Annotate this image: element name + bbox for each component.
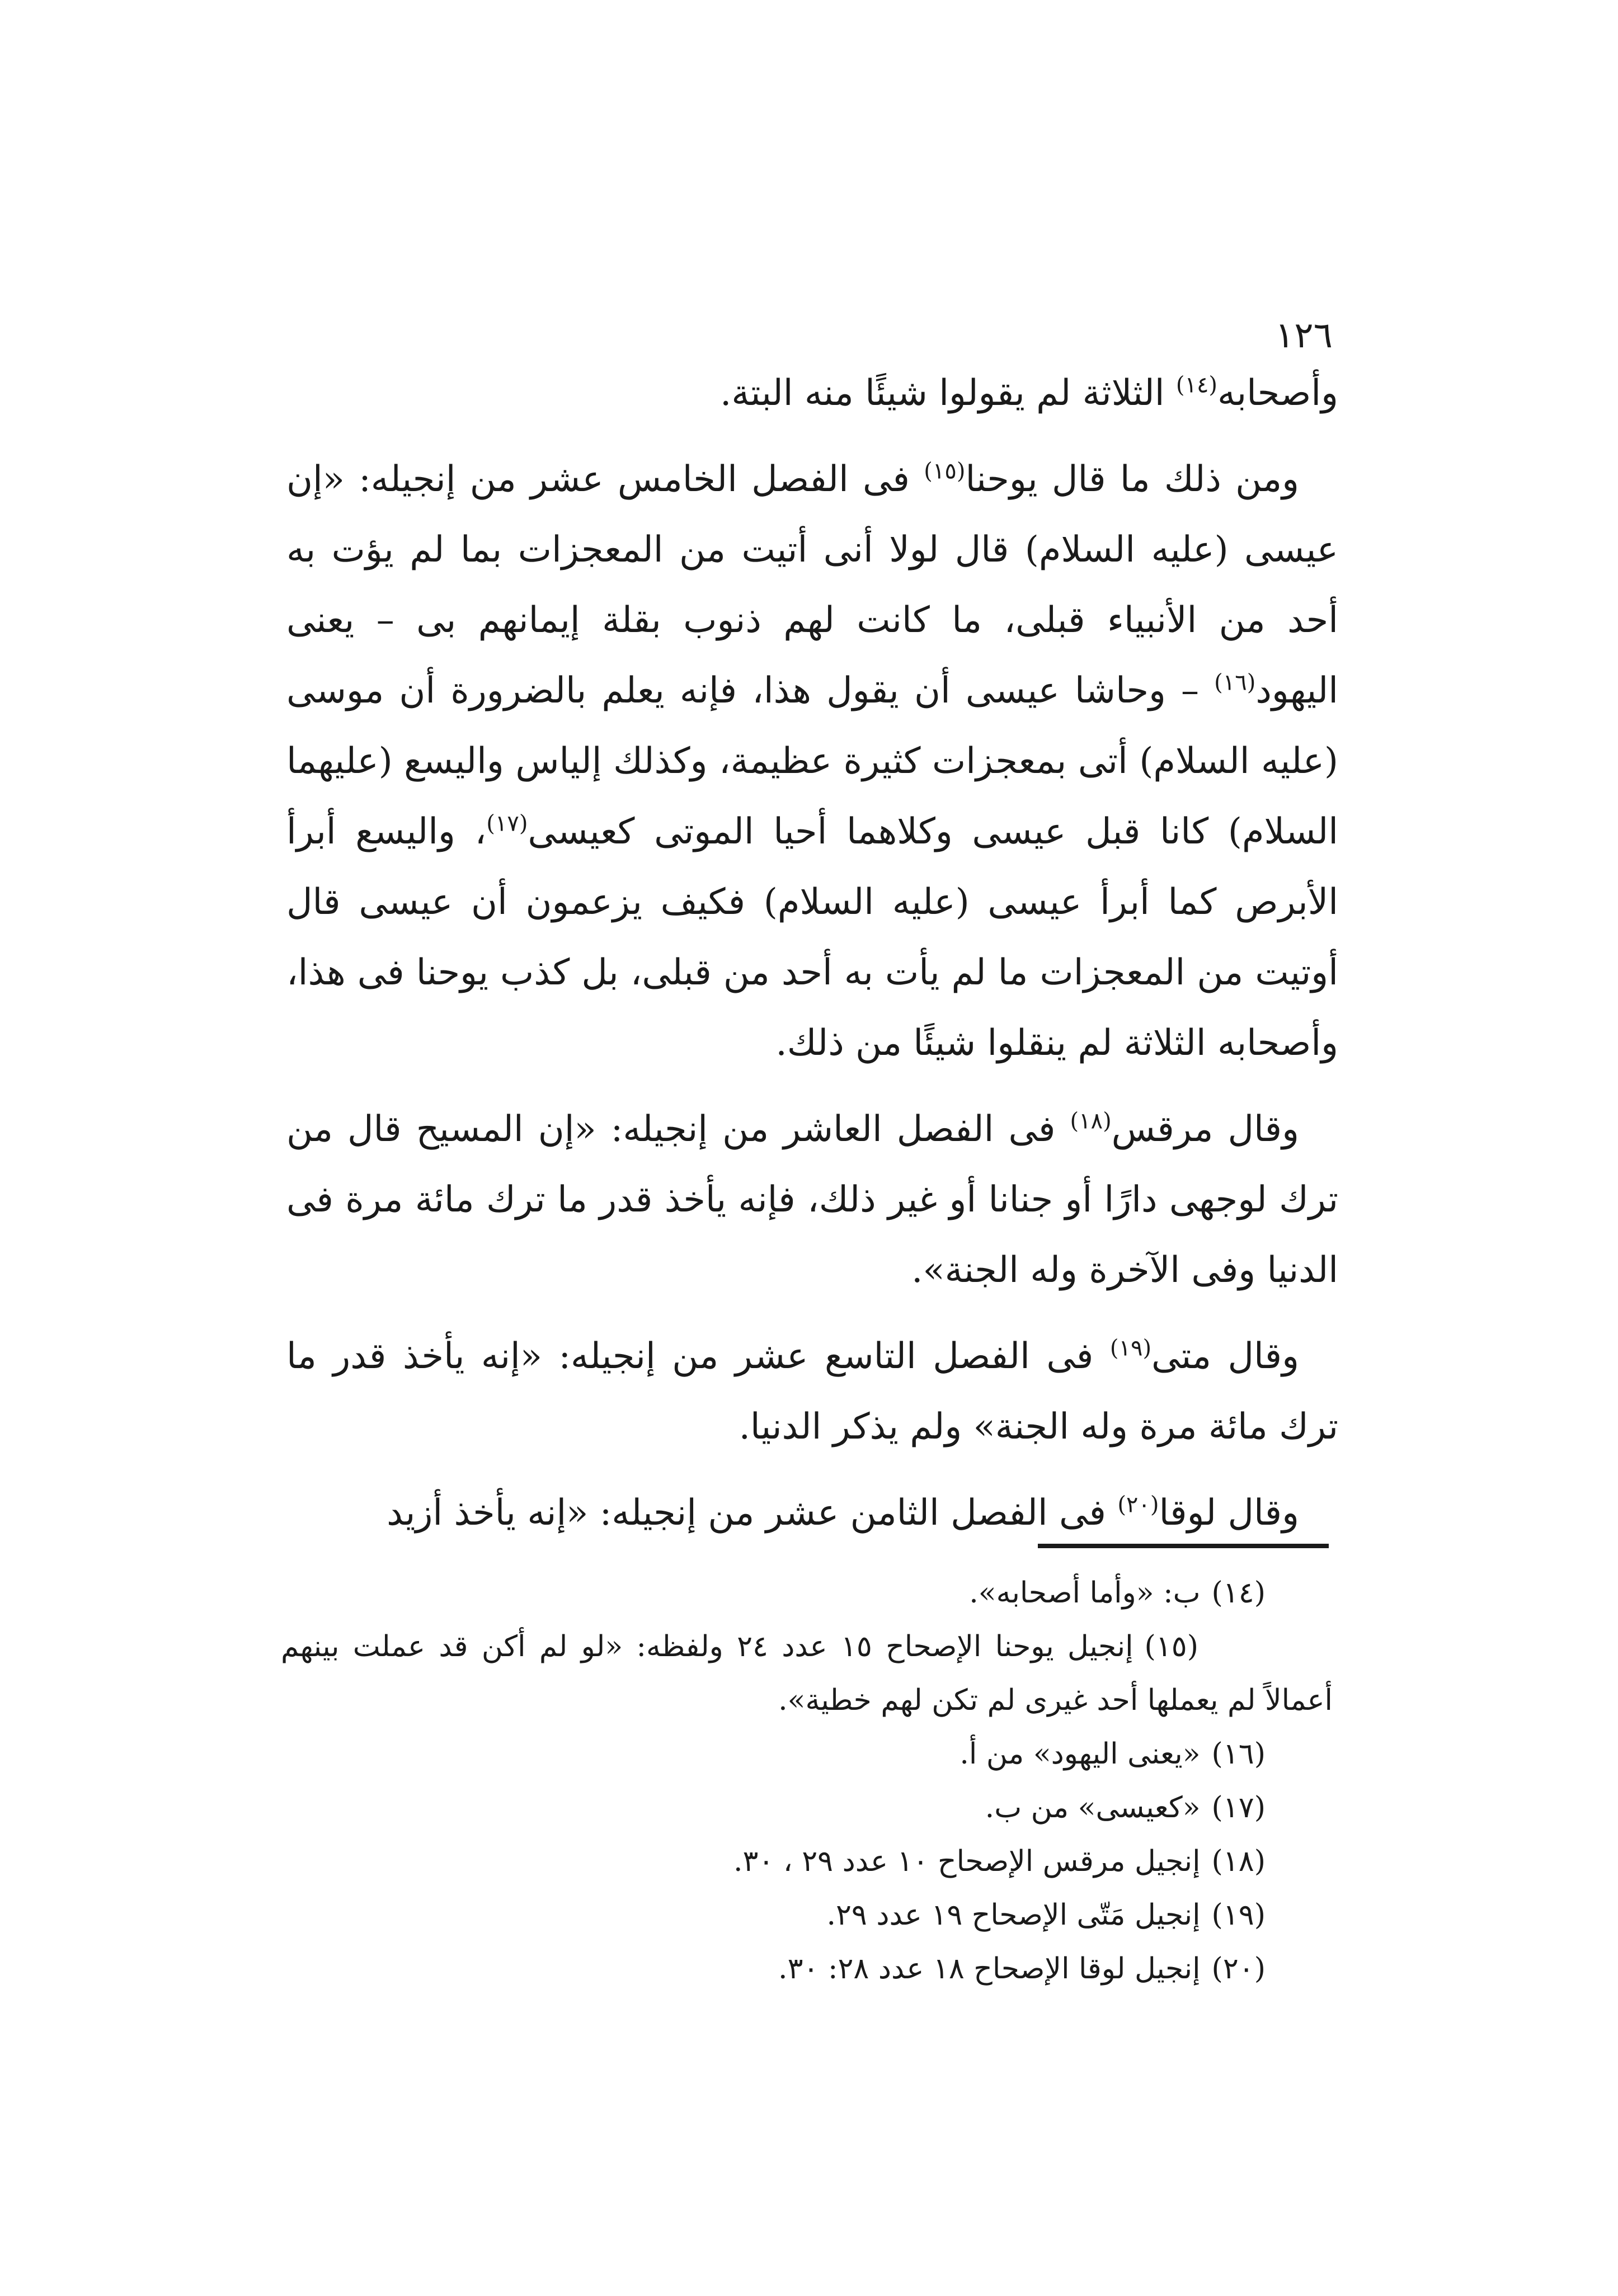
footnote-marker: (١٩) bbox=[1109, 1335, 1152, 1361]
footnote-number: (١٦) bbox=[1211, 1737, 1266, 1771]
main-text bbox=[286, 358, 1338, 1548]
text-run: فى الفصل التاسع عشر من إنجيله: «إنه يأخذ قدر ما ترك مائة مرة وله الجنة» ولم يذكر الدنيا. bbox=[286, 1336, 1338, 1448]
footnote-text: إنجيل لوقا الإصحاح ١٨ عدد ٢٨: ٣٠. bbox=[778, 1952, 1201, 1986]
footnote-text: «يعنى اليهود» من أ. bbox=[959, 1737, 1201, 1771]
footnote-number: (١٩) bbox=[1211, 1898, 1266, 1932]
paragraph bbox=[286, 358, 1338, 428]
footnote-text: إنجيل يوحنا الإصحاح ١٥ عدد ٢٤ ولفظه: «لو لم أكن قد عملت بينهم أعمالاً لم يعملها أحد غيرى لم تكن لهم خطية». bbox=[281, 1630, 1333, 1717]
text-run: وأصحابه bbox=[1217, 373, 1338, 414]
footnote bbox=[281, 1835, 1333, 1888]
text-run: فى الفصل الثامن عشر من إنجيله: «إنه يأخذ أزيد bbox=[387, 1492, 1118, 1534]
footnote-number: (٢٠) bbox=[1211, 1952, 1266, 1986]
text-run: وقال متى bbox=[1151, 1336, 1300, 1377]
footnote bbox=[281, 1942, 1333, 1996]
footnote-marker: (١٧) bbox=[486, 810, 528, 837]
text-run: ومن ذلك ما قال يوحنا bbox=[965, 459, 1300, 500]
footnotes bbox=[281, 1566, 1333, 1996]
footnote-text: إنجيل مَتّى الإصحاح ١٩ عدد ٢٩. bbox=[826, 1898, 1201, 1932]
footnote-marker: (١٤) bbox=[1175, 372, 1218, 398]
text-run: – وحاشا عيسى أن يقول هذا، فإنه يعلم بالضرورة أن موسى (عليه السلام) أتى بمعجزات كثيرة عظيمة، وكذلك إلياس واليسع (عليهما السلام) كانا قبل عيسى وكلاهما أحيا الموتى كعيسى bbox=[286, 670, 1339, 852]
footnote-marker: (١٨) bbox=[1070, 1108, 1112, 1134]
footnote-number: (١٤) bbox=[1211, 1576, 1266, 1610]
text-run: فى الفصل الخامس عشر من إنجيله: «إن عيسى (عليه السلام) قال لولا أنى أتيت من المعجزات بما لم يؤت به أحد من الأنبياء قبلى، ما كانت لهم ذنوب بقلة إيمانهم بى – يعنى اليهود bbox=[286, 459, 1339, 711]
paragraph bbox=[286, 1478, 1338, 1548]
text-run: وقال مرقس bbox=[1111, 1109, 1300, 1150]
footnote bbox=[281, 1888, 1333, 1942]
footnote-number: (١٥) bbox=[1144, 1630, 1198, 1663]
footnote-divider bbox=[1038, 1544, 1329, 1548]
paragraph bbox=[286, 1321, 1338, 1462]
text-run: الثلاثة لم يقولوا شيئًا منه البتة. bbox=[719, 373, 1176, 414]
footnote-marker: (٢٠) bbox=[1117, 1492, 1159, 1518]
footnote-marker: (١٦) bbox=[1214, 670, 1256, 696]
text-run: وقال لوقا bbox=[1159, 1492, 1299, 1534]
page-number: ١٢٦ bbox=[1274, 315, 1333, 356]
text-run: فى الفصل العاشر من إنجيله: «إن المسيح قال من ترك لوجهى دارًا أو جنانا أو غير ذلك، فإنه يأخذ قدر ما ترك مائة مرة فى الدنيا وفى الآخرة وله الجنة». bbox=[286, 1109, 1339, 1291]
footnote-text: إنجيل مرقس الإصحاح ١٠ عدد ٢٩ ، ٣٠. bbox=[733, 1845, 1201, 1878]
footnote-number: (١٨) bbox=[1211, 1845, 1266, 1878]
footnote-marker: (١٥) bbox=[924, 458, 966, 484]
footnote bbox=[281, 1781, 1333, 1835]
footnote bbox=[281, 1566, 1333, 1620]
paragraph bbox=[286, 1094, 1338, 1305]
text-run: ، واليسع أبرأ الأبرص كما أبرأ عيسى (عليه السلام) فكيف يزعمون أن عيسى قال أوتيت من المعجزات ما لم يأت به أحد من قبلى، بل كذب يوحنا فى هذا، وأصحابه الثلاثة لم ينقلوا شيئًا من ذلك. bbox=[286, 811, 1338, 1064]
footnote-text: ب: «وأما أصحابه». bbox=[969, 1576, 1201, 1610]
footnote-number: (١٧) bbox=[1211, 1791, 1266, 1824]
footnote bbox=[281, 1727, 1333, 1781]
paragraph bbox=[286, 444, 1338, 1078]
footnote bbox=[281, 1620, 1333, 1727]
footnote-text: «كعيسى» من ب. bbox=[985, 1791, 1201, 1824]
